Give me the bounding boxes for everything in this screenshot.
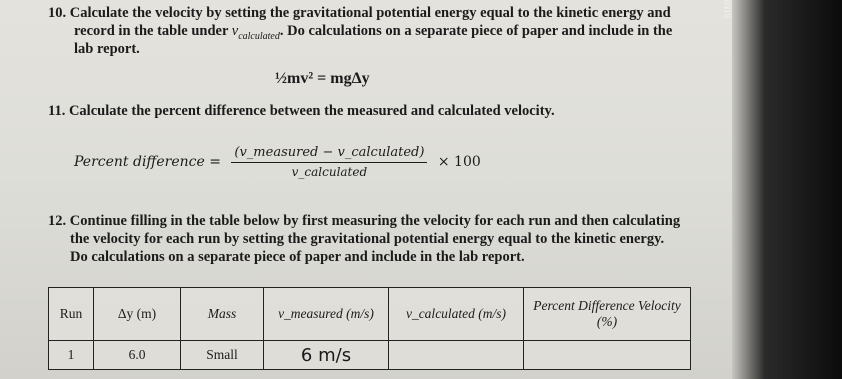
header-mass: Mass xyxy=(181,288,264,341)
cell-percent[interactable] xyxy=(524,341,691,370)
formula-fraction xyxy=(231,145,427,179)
q10-var-sub: calculated xyxy=(238,30,280,42)
question-12-line3 xyxy=(70,248,525,266)
question-11-text: Calculate the percent difference between the measured and calculated velocity. xyxy=(68,103,555,119)
header-percent-difference: Percent Difference Velocity (%) xyxy=(524,288,691,341)
header-dy: Δy (m) xyxy=(94,288,181,341)
results-table xyxy=(48,287,691,370)
question-10 xyxy=(48,4,671,22)
q12-line3: Do calculations on a separate piece of paper and include in the lab report. xyxy=(70,249,525,265)
question-12-number: 12. xyxy=(48,213,67,229)
table-header-row xyxy=(49,288,691,341)
q10-line2-b: . Do calculations on a separate piece of paper and include in the xyxy=(279,23,673,39)
header-v-calculated: v_calculated (m/s) xyxy=(389,288,524,341)
formula-label: Percent difference = xyxy=(74,154,221,170)
formula-denominator: v_calculated xyxy=(291,165,368,179)
question-12-line2 xyxy=(70,230,664,248)
table-row xyxy=(49,341,691,370)
cell-mass[interactable]: Small xyxy=(181,341,264,370)
cell-v-calculated[interactable] xyxy=(389,341,524,370)
question-11 xyxy=(48,102,555,120)
formula-multiplier: × 100 xyxy=(437,154,481,170)
q10-line2-a: record in the table under xyxy=(74,23,232,39)
question-10-line1: Calculate the velocity by setting the gravitational potential energy equal to the kinetic energy and xyxy=(69,5,671,21)
q12-line2: the velocity for each run by setting the gravitational potential energy equal to the kinetic energy. xyxy=(70,231,665,247)
percent-difference-formula xyxy=(74,145,481,179)
question-10-number: 10. xyxy=(48,5,67,21)
q10-var: v xyxy=(231,23,239,39)
energy-equation: ½mv² = mgΔy xyxy=(275,70,370,87)
question-11-number: 11. xyxy=(48,103,66,119)
question-12-line1: Continue filling in the table below by first measuring the velocity for each run and then calculating xyxy=(69,213,681,229)
cell-run[interactable]: 1 xyxy=(49,341,94,370)
q10-line3: lab report. xyxy=(74,41,140,57)
margin-code: 0319 xyxy=(722,0,732,18)
header-run: Run xyxy=(49,288,94,341)
question-10-line3 xyxy=(74,40,140,58)
dark-edge xyxy=(732,0,842,379)
formula-numerator: (v_measured − v_calculated) xyxy=(231,145,427,163)
question-10-line2 xyxy=(74,22,672,46)
cell-dy[interactable]: 6.0 xyxy=(94,341,181,370)
header-v-measured: v_measured (m/s) xyxy=(264,288,389,341)
cell-v-measured[interactable]: 6 m/s xyxy=(264,341,389,370)
question-12 xyxy=(48,212,680,230)
